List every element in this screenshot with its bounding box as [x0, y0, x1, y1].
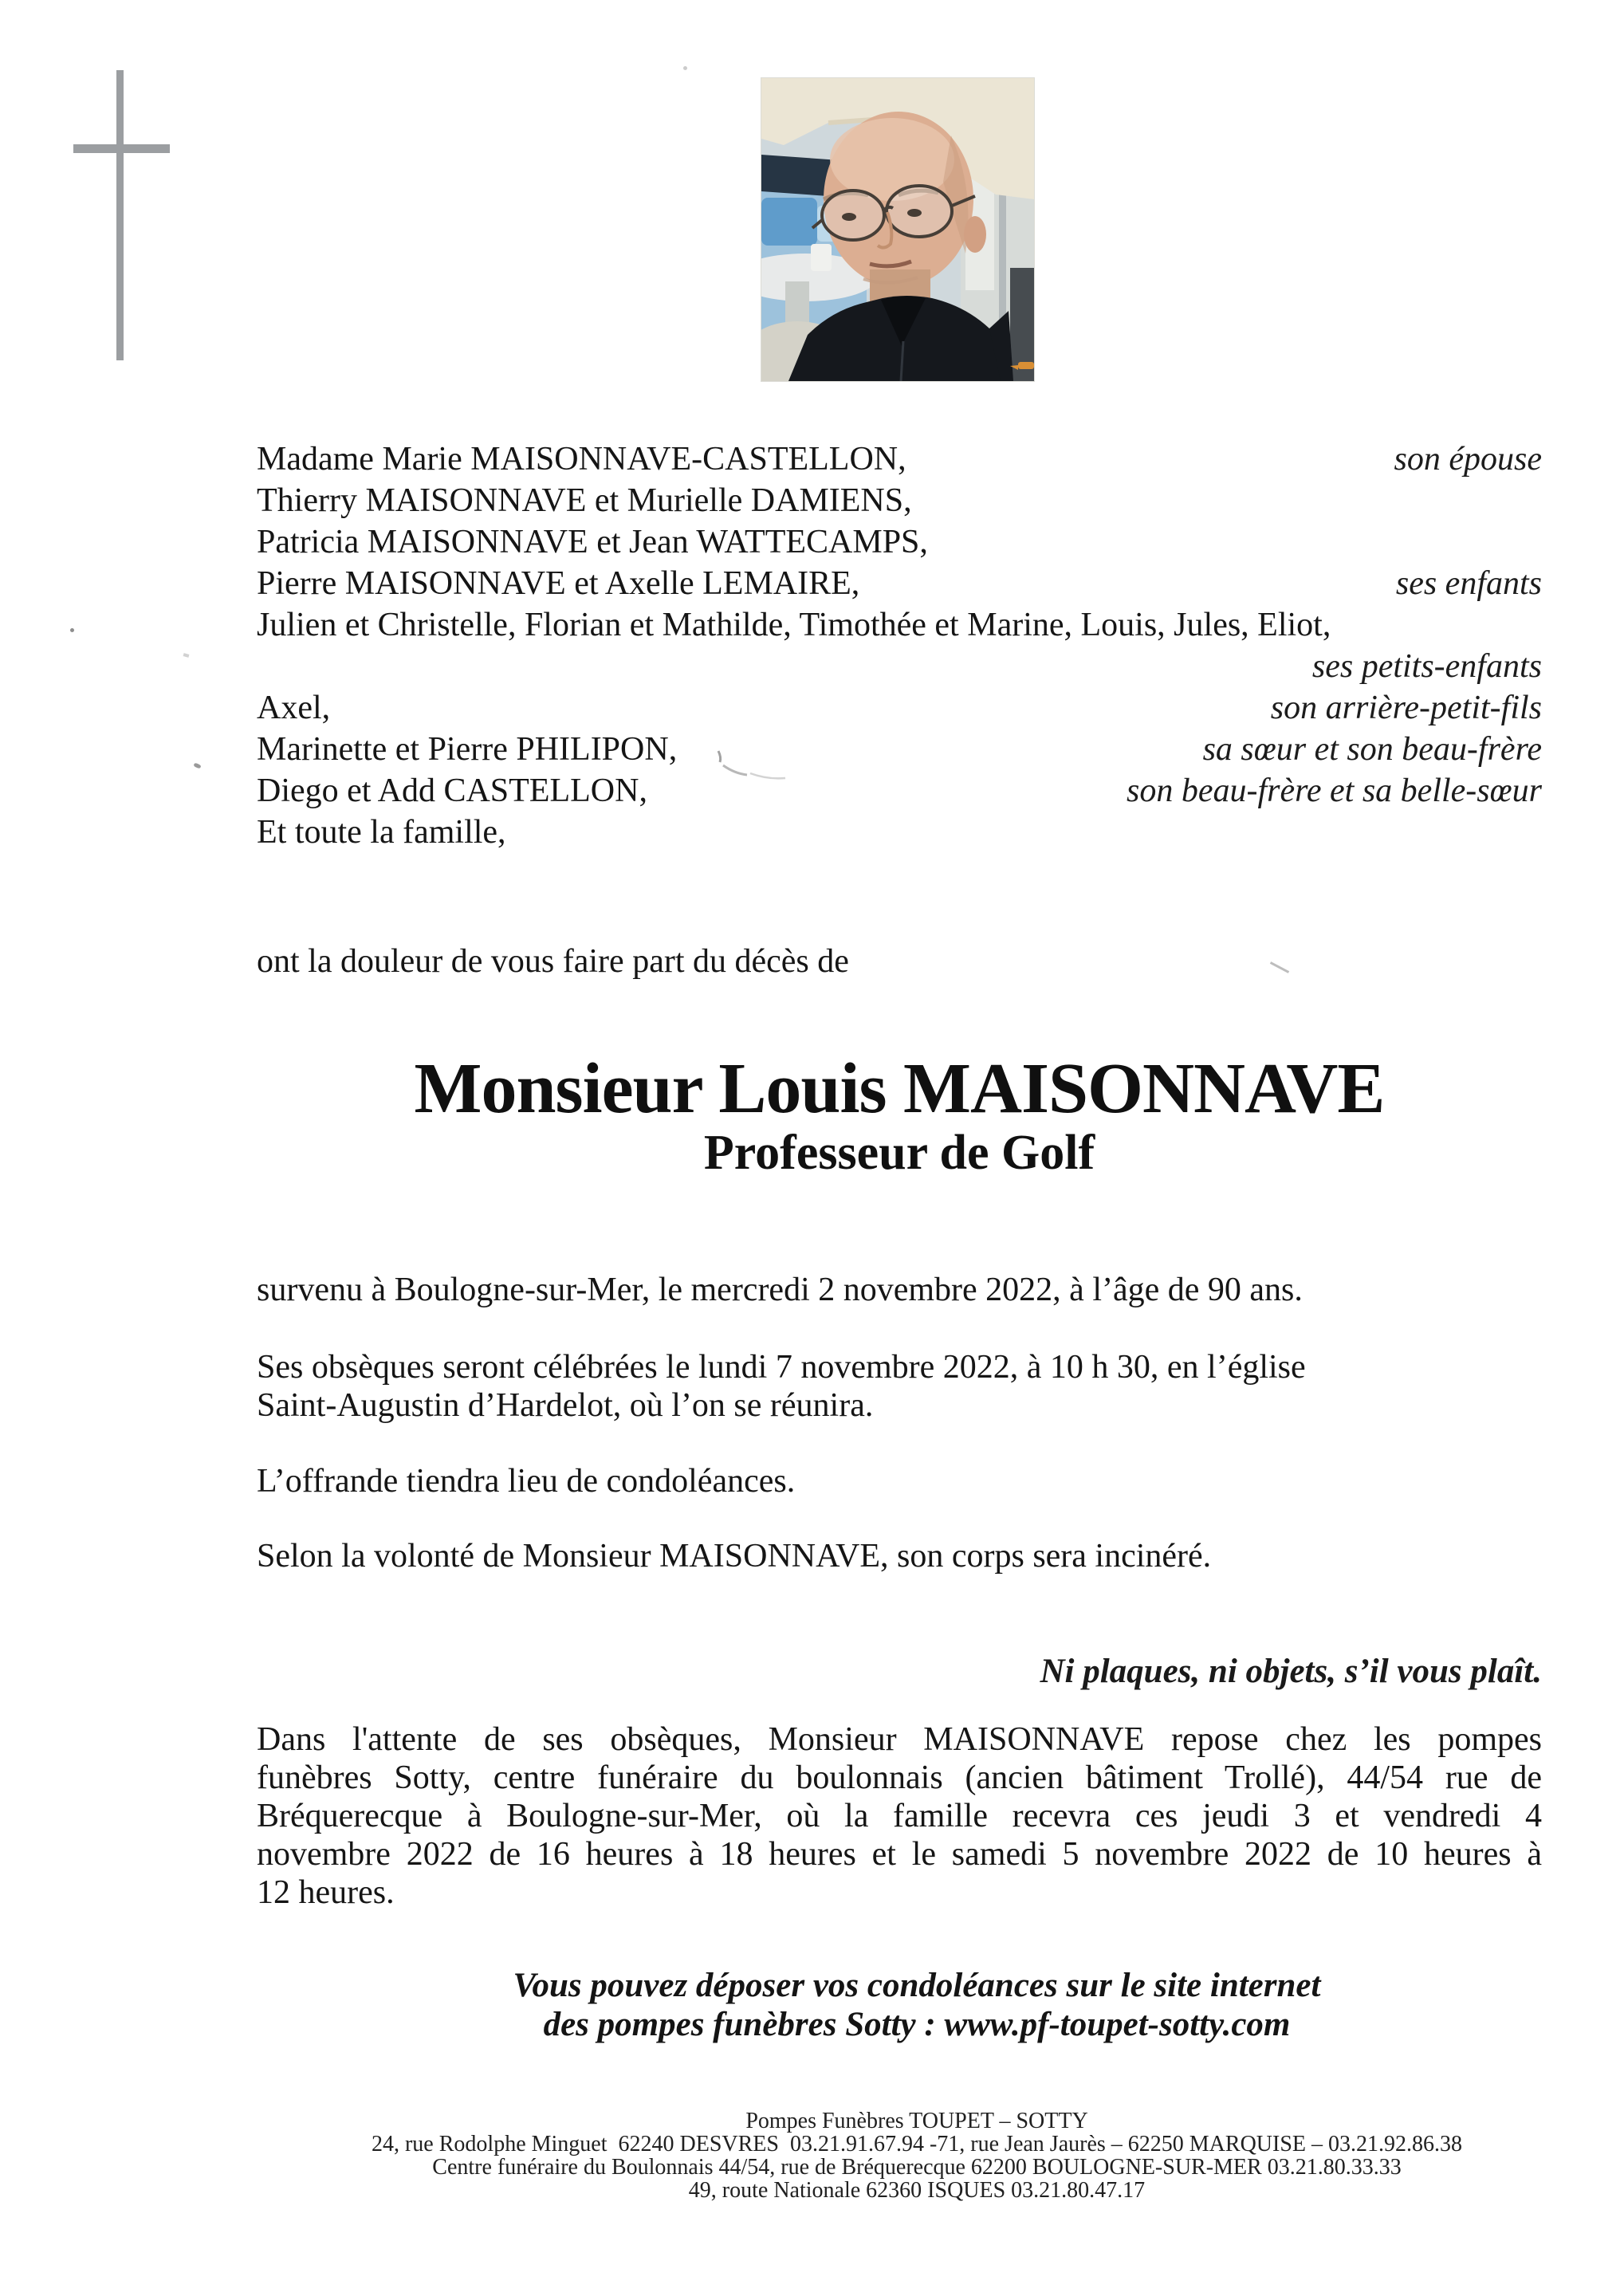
condolences-note — [274, 1966, 1559, 2044]
scan-dot — [183, 653, 190, 658]
family-name: Diego et Add CASTELLON, — [257, 773, 647, 809]
scan-smudge — [193, 762, 201, 769]
family-relation: son épouse — [1394, 441, 1542, 478]
family-row — [257, 440, 1542, 482]
wake-line: 12 heures. — [257, 1874, 395, 1911]
deceased-name: Monsieur Louis MAISONNAVE — [414, 1049, 1385, 1128]
condolences-line-1: Vous pouvez déposer vos condoléances sur le site internet — [513, 1967, 1321, 2004]
photo-blue-glass — [761, 198, 817, 246]
wake-line: Bréquerecque à Boulogne-sur-Mer, où la famille recevra ces jeudi 3 et vendredi 4 — [257, 1798, 1542, 1834]
footer-line-1: Pompes Funèbres TOUPET – SOTTY — [745, 2109, 1088, 2133]
family-name: Marinette et Pierre PHILIPON, — [257, 731, 678, 768]
family-list — [257, 440, 1542, 855]
portrait-photo — [761, 78, 1034, 381]
family-row — [257, 647, 1542, 689]
funeral-line-1: Ses obsèques seront célébrées le lundi 7 novembre 2022, à 10 h 30, en l’église — [257, 1349, 1306, 1386]
family-relation: son arrière-petit-fils — [1270, 690, 1542, 726]
family-name: Thierry MAISONNAVE et Murielle DAMIENS, — [257, 482, 912, 519]
family-row — [257, 730, 1542, 772]
photo-ear — [964, 216, 986, 253]
intro-line: ont la douleur de vous faire part du décès de — [257, 943, 849, 980]
footer-line-4: 49, route Nationale 62360 ISQUES 03.21.80.47.17 — [688, 2178, 1146, 2203]
wake-line: novembre 2022 de 16 heures à 18 heures et le samedi 5 novembre 2022 de 10 heures à — [257, 1836, 1542, 1873]
family-name: Et toute la famille, — [257, 814, 506, 851]
cross-icon — [116, 70, 124, 360]
family-name: Madame Marie MAISONNAVE-CASTELLON, — [257, 441, 906, 478]
scan-dot — [683, 66, 687, 70]
family-row — [257, 813, 1542, 855]
family-name: Axel, — [257, 690, 331, 726]
family-name: Pierre MAISONNAVE et Axelle LEMAIRE, — [257, 565, 860, 602]
no-plaques-request: Ni plaques, ni objets, s’il vous plaît. — [1040, 1653, 1542, 1690]
photo-cup — [811, 244, 832, 271]
family-relation: ses petits-enfants — [1311, 648, 1542, 685]
family-name: Patricia MAISONNAVE et Jean WATTECAMPS, — [257, 524, 928, 560]
funeral-paragraph — [257, 1348, 1542, 1425]
photo-eye-left — [842, 213, 856, 221]
family-row — [257, 772, 1542, 813]
wake-line: funèbres Sotty, centre funéraire du boulonnais (ancien bâtiment Trollé), 44/54 rue de — [257, 1759, 1542, 1796]
family-row — [257, 523, 1542, 564]
family-relation: ses enfants — [1395, 565, 1542, 602]
cross-icon-bar — [73, 144, 170, 153]
funeral-home-footer — [274, 2109, 1559, 2202]
funeral-line-2: Saint-Augustin d’Hardelot, où l’on se réunira. — [257, 1387, 874, 1424]
death-paragraph: survenu à Boulogne-sur-Mer, le mercredi 2 novembre 2022, à l’âge de 90 ans. — [257, 1272, 1303, 1308]
offering-paragraph: L’offrande tiendra lieu de condoléances. — [257, 1463, 796, 1500]
portrait-photo-art — [761, 78, 1034, 381]
deceased-title: Professeur de Golf — [703, 1126, 1095, 1180]
family-relation: sa sœur et son beau-frère — [1202, 731, 1542, 768]
family-row — [257, 482, 1542, 523]
family-row — [257, 606, 1542, 647]
wake-line: Dans l'attente de ses obsèques, Monsieur MAISONNAVE repose chez les pompes — [257, 1721, 1542, 1758]
family-name: Julien et Christelle, Florian et Mathilde, Timothée et Marine, Louis, Jules, Eliot, — [257, 607, 1331, 643]
footer-line-3: Centre funéraire du Boulonnais 44/54, rue de Bréquerecque 62200 BOULOGNE-SUR-MER 03.21.80.33.33 — [432, 2155, 1402, 2180]
condolences-line-2: des pompes funèbres Sotty : www.pf-toupet-sotty.com — [543, 2006, 1291, 2043]
scan-dot — [70, 628, 74, 632]
photo-eye-right — [907, 209, 922, 217]
footer-line-2: 24, rue Rodolphe Minguet 62240 DESVRES 03.21.91.67.94 -71, rue Jean Jaurès – 62250 MARQUISE – 03.21.92.86.38 — [371, 2132, 1463, 2156]
cremation-paragraph: Selon la volonté de Monsieur MAISONNAVE, son corps sera incinéré. — [257, 1538, 1212, 1575]
family-row — [257, 564, 1542, 606]
pencil-smudge — [712, 745, 792, 783]
wake-paragraph — [257, 1720, 1542, 1912]
family-row — [257, 689, 1542, 730]
family-relation: son beau-frère et sa belle-sœur — [1126, 773, 1542, 809]
